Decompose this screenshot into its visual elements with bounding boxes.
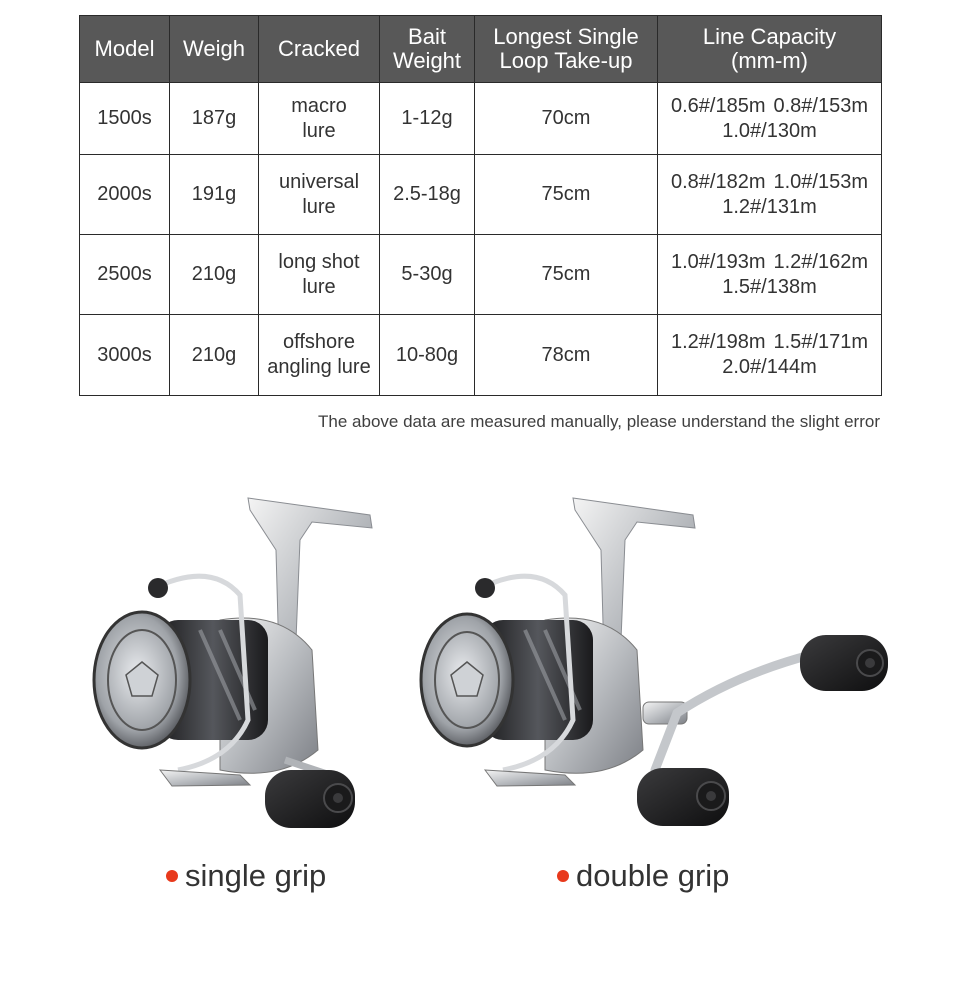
bullet-dot-icon	[557, 870, 569, 882]
cell-weight: 191g	[170, 155, 259, 235]
bullet-dot-icon	[166, 870, 178, 882]
header-weigh: Weigh	[170, 16, 259, 83]
cell-line-capacity: 0.6#/185m 0.8#/153m 1.0#/130m	[658, 83, 882, 155]
cell-weight: 187g	[170, 83, 259, 155]
cell-line-capacity: 1.2#/198m 1.5#/171m 2.0#/144m	[658, 315, 882, 396]
header-bait-weight: Bait Weight	[380, 16, 475, 83]
table-row	[80, 235, 882, 315]
cell-weight: 210g	[170, 315, 259, 396]
cell-cracked: offshore angling lure	[259, 315, 380, 396]
cell-bait-weight: 2.5-18g	[380, 155, 475, 235]
cell-line-capacity: 1.0#/193m 1.2#/162m 1.5#/138m	[658, 235, 882, 315]
measurement-note: The above data are measured manually, please understand the slight error	[318, 412, 880, 431]
cell-bait-weight: 5-30g	[380, 235, 475, 315]
cell-model: 2000s	[80, 155, 170, 235]
table-row	[80, 83, 882, 155]
single-grip-text: single grip	[185, 858, 327, 893]
cell-line-capacity: 0.8#/182m 1.0#/153m 1.2#/131m	[658, 155, 882, 235]
spinning-reel-single-handle-icon	[80, 470, 410, 850]
spinning-reel-double-handle-icon	[415, 470, 905, 850]
cell-take-up: 70cm	[475, 83, 658, 155]
spec-table	[79, 15, 882, 396]
spec-table-body	[80, 83, 882, 396]
cell-cracked: macro lure	[259, 83, 380, 155]
header-cracked: Cracked	[259, 16, 380, 83]
header-row	[80, 16, 882, 83]
double-grip-text: double grip	[576, 858, 730, 893]
cell-bait-weight: 10-80g	[380, 315, 475, 396]
cell-weight: 210g	[170, 235, 259, 315]
cell-take-up: 75cm	[475, 155, 658, 235]
cell-cracked: long shot lure	[259, 235, 380, 315]
cell-model: 1500s	[80, 83, 170, 155]
double-grip-reel-image	[415, 470, 905, 850]
cell-cracked: universal lure	[259, 155, 380, 235]
spec-table-header	[80, 16, 882, 83]
table-row	[80, 155, 882, 235]
single-grip-reel-image	[80, 470, 410, 850]
table-row	[80, 315, 882, 396]
single-grip-label	[166, 858, 326, 894]
double-grip-label	[557, 858, 729, 894]
header-line-capacity: Line Capacity (mm-m)	[658, 16, 882, 83]
cell-model: 2500s	[80, 235, 170, 315]
cell-bait-weight: 1-12g	[380, 83, 475, 155]
header-take-up: Longest Single Loop Take-up	[475, 16, 658, 83]
cell-take-up: 75cm	[475, 235, 658, 315]
cell-take-up: 78cm	[475, 315, 658, 396]
header-model: Model	[80, 16, 170, 83]
cell-model: 3000s	[80, 315, 170, 396]
